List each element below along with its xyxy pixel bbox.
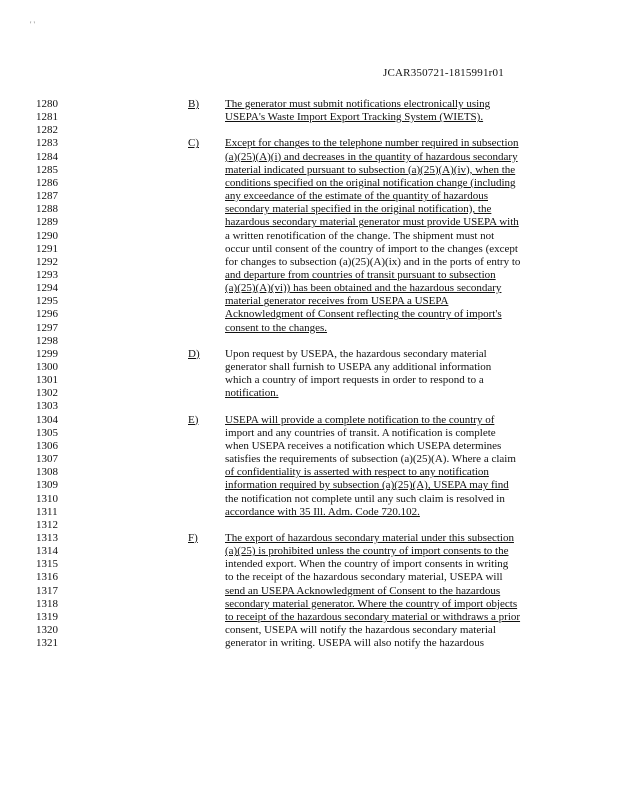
paragraph-line: to the receipt of the hazardous secondary material, USEPA will	[225, 571, 503, 584]
line-number: 1299	[36, 347, 58, 360]
line-number: 1290	[36, 229, 58, 242]
paragraph-line: USEPA's Waste Import Export Tracking System (WIETS).	[225, 111, 484, 124]
paragraph-line: Acknowledgment of Consent reflecting the country of import's	[225, 308, 502, 321]
line-number: 1293	[36, 268, 58, 281]
paragraph-line: information required by subsection (a)(25)(A), USEPA may find	[225, 479, 509, 492]
line-number: 1311	[36, 505, 58, 518]
paragraph-line: generator shall furnish to USEPA any additional information	[225, 361, 492, 373]
paragraph-label: D)	[188, 347, 200, 360]
paragraph-line: any exceedance of the estimate of the quantity of hazardous	[225, 190, 488, 203]
line-number: 1321	[36, 637, 58, 650]
line-number: 1312	[36, 518, 58, 531]
line-number: 1287	[36, 190, 58, 203]
line-number: 1300	[36, 361, 58, 373]
line-number: 1317	[36, 584, 58, 597]
paragraph-line: notification.	[225, 387, 279, 400]
line-number: 1280	[36, 98, 58, 110]
line-number: 1319	[36, 610, 58, 623]
line-number: 1304	[36, 413, 58, 426]
line-number: 1307	[36, 453, 58, 466]
document-id-header: JCAR350721-1815991r01	[383, 67, 504, 79]
paragraph-line: USEPA will provide a complete notification to the country of	[225, 413, 495, 426]
paragraph-line: send an USEPA Acknowledgment of Consent to the hazardous	[225, 584, 501, 597]
line-number: 1281	[36, 111, 58, 124]
line-number: 1305	[36, 426, 58, 439]
line-number: 1286	[36, 176, 58, 189]
line-number: 1310	[36, 492, 58, 505]
line-number: 1316	[36, 571, 58, 584]
paragraph-line: the notification not complete until any such claim is resolved in	[225, 492, 505, 505]
paragraph-line: accordance with 35 Ill. Adm. Code 720.102.	[225, 505, 420, 518]
line-number: 1285	[36, 163, 58, 176]
line-number: 1303	[36, 400, 58, 413]
paragraph-line: The export of hazardous secondary material under this subsection	[225, 531, 514, 544]
line-number: 1296	[36, 308, 58, 321]
line-number: 1295	[36, 295, 58, 308]
paragraph-line: conditions specified on the original notification change (including	[225, 176, 516, 189]
paragraph-line: intended export. When the country of import consents in writing	[225, 558, 509, 571]
paragraph-line: satisfies the requirements of subsection (a)(25)(A). Where a claim	[225, 453, 516, 466]
paragraph-line: secondary material specified in the original notification), the	[225, 203, 492, 216]
paragraph-line: consent to the changes.	[225, 321, 328, 334]
line-number: 1289	[36, 216, 58, 229]
scan-corner-marks: ' '	[30, 20, 35, 29]
paragraph-label: B)	[188, 98, 199, 110]
line-number: 1309	[36, 479, 58, 492]
paragraph-line: material indicated pursuant to subsection (a)(25)(A)(iv), when the	[225, 163, 516, 176]
line-number: 1313	[36, 531, 58, 544]
paragraph-line: hazardous secondary material generator must provide USEPA with	[225, 216, 519, 229]
paragraph-line: of confidentiality is asserted with respect to any notification	[225, 466, 489, 479]
line-number: 1308	[36, 466, 58, 479]
paragraph-line: (a)(25)(A)(vi)) has been obtained and the hazardous secondary	[225, 282, 502, 295]
paragraph-line: (a)(25)(A)(i) and decreases in the quantity of hazardous secondary	[225, 150, 518, 163]
paragraph-line: material generator receives from USEPA a USEPA	[225, 295, 449, 308]
paragraph-label: C)	[188, 137, 199, 150]
paragraph-line: and departure from countries of transit pursuant to subsection	[225, 268, 496, 281]
paragraph-line: when USEPA receives a notification which USEPA determines	[225, 439, 502, 452]
line-number: 1306	[36, 439, 58, 452]
line-number: 1288	[36, 203, 58, 216]
paragraph-line: for changes to subsection (a)(25)(A)(ix) and in the ports of entry to	[225, 255, 521, 268]
line-number: 1294	[36, 282, 58, 295]
line-number: 1298	[36, 334, 58, 347]
paragraph-line: Except for changes to the telephone number required in subsection	[225, 137, 519, 150]
paragraph-line: to receipt of the hazardous secondary material or withdraws a prior	[225, 610, 521, 623]
paragraph-line: secondary material generator. Where the country of import objects	[225, 597, 518, 610]
paragraph-line: consent, USEPA will notify the hazardous secondary material	[225, 624, 496, 636]
line-number: 1291	[36, 242, 58, 255]
paragraph-line: The generator must submit notifications electronically using	[225, 98, 491, 110]
paragraph-line: import and any countries of transit. A notification is complete	[225, 426, 496, 439]
line-number: 1315	[36, 558, 58, 571]
paragraph-line: generator in writing. USEPA will also notify the hazardous	[225, 637, 484, 650]
paragraph-line: Upon request by USEPA, the hazardous secondary material	[225, 347, 487, 360]
line-number: 1320	[36, 624, 58, 636]
line-number: 1283	[36, 137, 58, 150]
line-number: 1282	[36, 124, 58, 137]
line-number: 1301	[36, 374, 58, 387]
line-number: 1292	[36, 255, 58, 268]
paragraph-label: F)	[188, 531, 198, 544]
line-number: 1284	[36, 150, 58, 163]
paragraph-label: E)	[188, 413, 199, 426]
paragraph-line: (a)(25) is prohibited unless the country of import consents to the	[225, 545, 509, 558]
line-number: 1302	[36, 387, 58, 400]
line-number: 1297	[36, 321, 58, 334]
line-number: 1314	[36, 545, 58, 558]
paragraph-line: occur until consent of the country of import to the changes (except	[225, 242, 518, 255]
line-number: 1318	[36, 597, 58, 610]
paragraph-line: a written renotification of the change. The shipment must not	[225, 229, 495, 242]
paragraph-line: which a country of import requests in order to respond to a	[225, 374, 484, 387]
